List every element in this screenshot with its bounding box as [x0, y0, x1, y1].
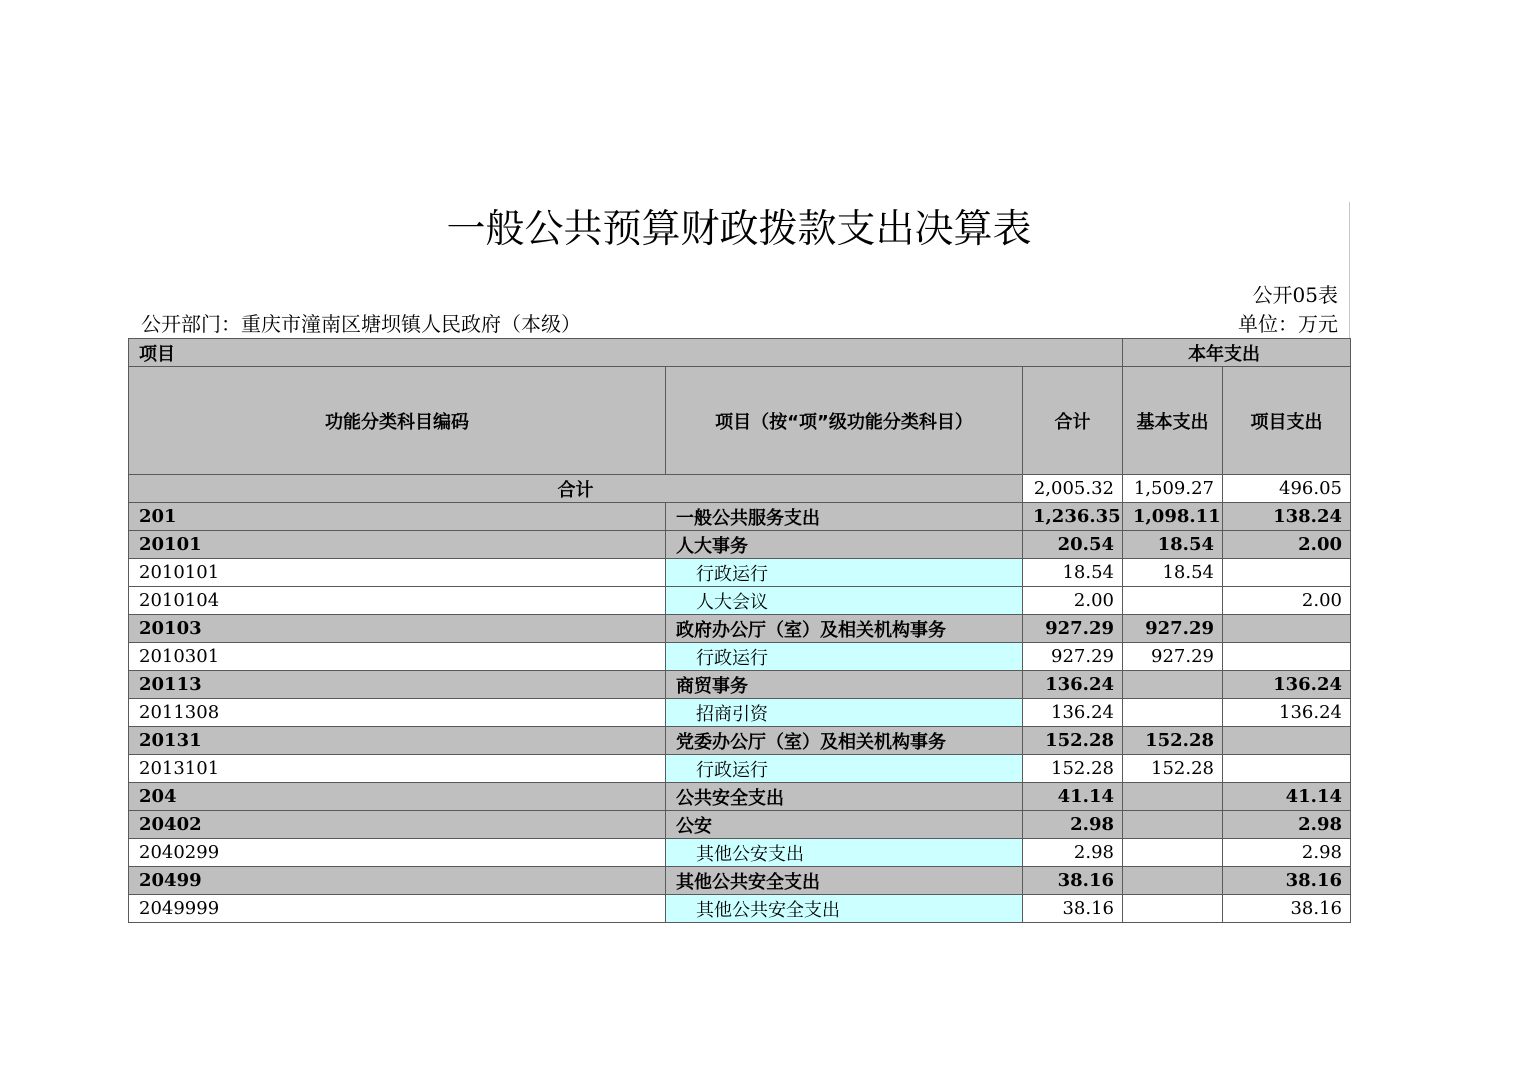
row-code: 20101 — [129, 531, 666, 559]
row-name: 其他公共安全支出 — [666, 867, 1023, 895]
row-basic: 927.29 — [1123, 615, 1223, 643]
row-total: 927.29 — [1023, 643, 1123, 671]
row-code: 20103 — [129, 615, 666, 643]
table-row — [129, 839, 1351, 867]
row-total: 41.14 — [1023, 783, 1123, 811]
row-project — [1223, 559, 1351, 587]
row-code: 2010104 — [129, 587, 666, 615]
row-code: 2010101 — [129, 559, 666, 587]
row-total: 2.98 — [1023, 811, 1123, 839]
header-col-name: 项目（按“项”级功能分类科目） — [666, 367, 1023, 475]
row-name: 其他公安支出 — [666, 839, 1023, 867]
row-project: 136.24 — [1223, 699, 1351, 727]
row-name: 行政运行 — [666, 643, 1023, 671]
total-basic: 1,509.27 — [1123, 475, 1223, 503]
total-project: 496.05 — [1223, 475, 1351, 503]
table-row — [129, 559, 1351, 587]
total-total: 2,005.32 — [1023, 475, 1123, 503]
row-code: 20113 — [129, 671, 666, 699]
row-code: 2011308 — [129, 699, 666, 727]
row-project: 2.00 — [1223, 587, 1351, 615]
row-name: 一般公共服务支出 — [666, 503, 1023, 531]
row-total: 136.24 — [1023, 699, 1123, 727]
row-code: 2049999 — [129, 895, 666, 923]
table-row — [129, 531, 1351, 559]
row-total: 20.54 — [1023, 531, 1123, 559]
table-row — [129, 867, 1351, 895]
header-row-1 — [129, 339, 1351, 367]
table-row — [129, 755, 1351, 783]
row-project — [1223, 727, 1351, 755]
header-col-project: 项目支出 — [1223, 367, 1351, 475]
row-total: 2.00 — [1023, 587, 1123, 615]
table-row — [129, 895, 1351, 923]
row-basic — [1123, 587, 1223, 615]
row-total: 136.24 — [1023, 671, 1123, 699]
row-basic: 152.28 — [1123, 727, 1223, 755]
row-total: 18.54 — [1023, 559, 1123, 587]
row-code: 20131 — [129, 727, 666, 755]
total-label: 合计 — [129, 475, 1023, 503]
header-col-total: 合计 — [1023, 367, 1123, 475]
row-basic — [1123, 671, 1223, 699]
department-label: 公开部门：重庆市潼南区塘坝镇人民政府（本级） — [141, 312, 581, 336]
table-row — [129, 503, 1351, 531]
row-basic — [1123, 783, 1223, 811]
row-basic: 152.28 — [1123, 755, 1223, 783]
row-project: 136.24 — [1223, 671, 1351, 699]
row-name: 人大会议 — [666, 587, 1023, 615]
row-basic — [1123, 895, 1223, 923]
row-basic: 927.29 — [1123, 643, 1223, 671]
row-basic — [1123, 811, 1223, 839]
table-code: 公开05表 — [1252, 283, 1338, 307]
row-project: 38.16 — [1223, 867, 1351, 895]
header-row-2 — [129, 367, 1351, 475]
row-total: 927.29 — [1023, 615, 1123, 643]
row-basic — [1123, 867, 1223, 895]
row-code: 2013101 — [129, 755, 666, 783]
row-project — [1223, 755, 1351, 783]
row-name: 招商引资 — [666, 699, 1023, 727]
table-row — [129, 811, 1351, 839]
row-project — [1223, 615, 1351, 643]
header-project: 项目 — [129, 339, 1123, 367]
row-code: 20499 — [129, 867, 666, 895]
row-basic — [1123, 699, 1223, 727]
expenditure-table — [128, 338, 1351, 923]
row-name: 党委办公厅（室）及相关机构事务 — [666, 727, 1023, 755]
row-project: 38.16 — [1223, 895, 1351, 923]
row-total: 38.16 — [1023, 867, 1123, 895]
row-name: 行政运行 — [666, 755, 1023, 783]
row-code: 201 — [129, 503, 666, 531]
table-row — [129, 587, 1351, 615]
total-row — [129, 475, 1351, 503]
row-basic: 18.54 — [1123, 559, 1223, 587]
table-row — [129, 671, 1351, 699]
row-name: 行政运行 — [666, 559, 1023, 587]
row-total: 152.28 — [1023, 755, 1123, 783]
row-project: 41.14 — [1223, 783, 1351, 811]
header-col-code: 功能分类科目编码 — [129, 367, 666, 475]
row-project — [1223, 643, 1351, 671]
row-code: 204 — [129, 783, 666, 811]
row-total: 1,236.35 — [1023, 503, 1123, 531]
row-total: 38.16 — [1023, 895, 1123, 923]
row-name: 政府办公厅（室）及相关机构事务 — [666, 615, 1023, 643]
table-row — [129, 643, 1351, 671]
row-total: 2.98 — [1023, 839, 1123, 867]
row-name: 其他公共安全支出 — [666, 895, 1023, 923]
row-code: 2010301 — [129, 643, 666, 671]
unit-label: 单位：万元 — [1238, 312, 1338, 336]
header-current-year: 本年支出 — [1123, 339, 1351, 367]
row-basic — [1123, 839, 1223, 867]
row-basic: 1,098.11 — [1123, 503, 1223, 531]
row-project: 2.98 — [1223, 839, 1351, 867]
table-row — [129, 615, 1351, 643]
row-project: 2.00 — [1223, 531, 1351, 559]
table-row — [129, 699, 1351, 727]
row-name: 公共安全支出 — [666, 783, 1023, 811]
table-row — [129, 727, 1351, 755]
row-code: 2040299 — [129, 839, 666, 867]
row-name: 商贸事务 — [666, 671, 1023, 699]
row-name: 公安 — [666, 811, 1023, 839]
row-project: 138.24 — [1223, 503, 1351, 531]
row-total: 152.28 — [1023, 727, 1123, 755]
page-title: 一般公共预算财政拨款支出决算表 — [446, 207, 1032, 252]
row-code: 20402 — [129, 811, 666, 839]
row-basic: 18.54 — [1123, 531, 1223, 559]
header-col-basic: 基本支出 — [1123, 367, 1223, 475]
table-row — [129, 783, 1351, 811]
row-project: 2.98 — [1223, 811, 1351, 839]
row-name: 人大事务 — [666, 531, 1023, 559]
